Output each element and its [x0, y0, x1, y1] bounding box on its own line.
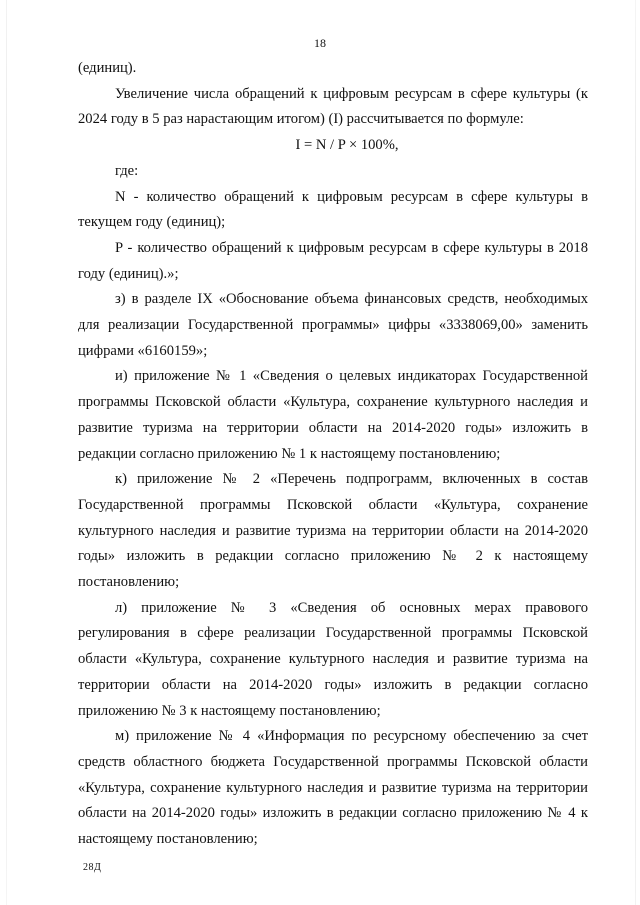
paragraph-n-definition: N - количество обращений к цифровым ресурсам в сфере культуры в текущем году (единиц);: [78, 188, 588, 231]
paragraph-where: где:: [115, 162, 139, 179]
footer-code: 28Д: [83, 862, 102, 873]
scan-edge-right: [635, 0, 636, 905]
paragraph-formula-intro: Увеличение числа обращений к цифровым ресурсам в сфере культуры (к 2024 году в 5 раз нарастающим итогом) (I) рассчитывается по формуле:: [78, 85, 588, 128]
paragraph-units-tail: (единиц).: [78, 60, 137, 76]
page-number: 18: [314, 36, 326, 50]
paragraph-item-i: и) приложение № 1 «Сведения о целевых индикаторах Государственной программы Псковской области «Культура, сохранение культурного наследия и развитие туризма на территории области на 2014-2020 годы» изложить в редакции согласно приложению № 1 к настоящему постановлению;: [78, 368, 588, 462]
document-body: [78, 56, 588, 853]
paragraph-item-m: м) приложение № 4 «Информация по ресурсному обеспечению за счет средств областного бюджета Государственной программы Псковской области «Культура, сохранение культурного наследия и развитие туризма на территории области на 2014-2020 годы» изложить в редакции согласно приложению № 4 к настоящему постановлению;: [78, 728, 588, 848]
scan-edge-left: [6, 0, 7, 905]
paragraph-p-definition: P - количество обращений к цифровым ресурсам в сфере культуры в 2018 году (единиц).»;: [78, 239, 588, 282]
formula: I = N / P × 100%,: [295, 137, 399, 154]
paragraph-item-l: л) приложение № 3 «Сведения об основных мерах правового регулирования в сфере реализации Государственной программы Псковской области «Культура, сохранение культурного наследия и развитие туризма на территории области на 2014-2020 годы» изложить в редакции согласно приложению № 3 к настоящему постановлению;: [78, 599, 588, 719]
paragraph-item-z: з) в разделе IX «Обоснование объема финансовых средств, необходимых для реализации Государственной программы» цифры «3338069,00» заменить цифрами «6160159»;: [78, 291, 588, 359]
paragraph-item-k: к) приложение № 2 «Перечень подпрограмм, включенных в состав Государственной программы Псковской области «Культура, сохранение культурного наследия и развитие туризма на территории области на 2014-2020 годы» изложить в редакции согласно приложению № 2 к настоящему постановлению;: [78, 471, 588, 591]
